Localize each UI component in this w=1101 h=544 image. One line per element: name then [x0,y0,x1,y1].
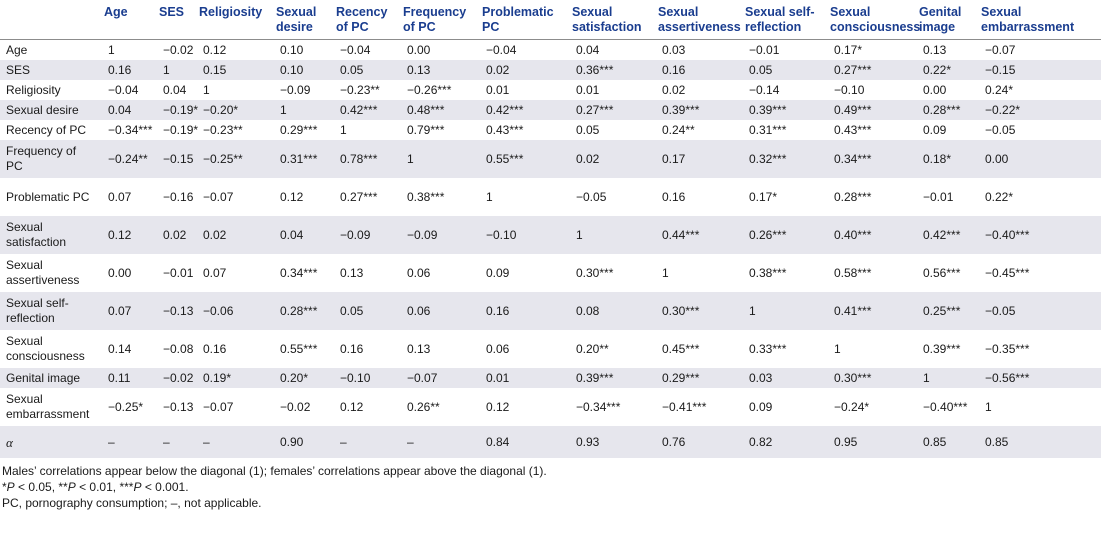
row-label: Sexual consciousness [6,334,85,363]
table-cell: – [332,426,399,458]
table-cell: 0.22* [915,60,977,80]
table-cell: 0.12 [280,189,304,204]
table-cell: 0.85 [977,426,1101,458]
table-cell: −0.06 [195,292,272,330]
table-cell: 0.12 [203,42,227,57]
table-cell: 0.09 [749,399,773,414]
table-cell: 0.42*** [915,216,977,254]
table-cell: 1 [108,42,115,57]
table-cell: 0.32*** [741,140,826,178]
column-header: Religiosity [195,0,272,40]
table-cell: 0.03 [662,42,686,57]
table-cell: 0.00 [108,265,132,280]
table-cell: 0.17* [834,42,863,57]
table-cell: −0.07 [203,189,234,204]
table-cell: −0.34*** [108,122,153,137]
table-cell: 0.20* [272,368,332,388]
table-cell: 0.31*** [749,122,787,137]
table-cell: 0.26** [407,399,440,414]
table-row [0,60,1101,80]
table-cell: 0.16 [478,292,568,330]
table-cell: 0.00 [977,140,1101,178]
table-cell: 0.16 [203,341,227,356]
table-cell: 0.18* [915,140,977,178]
table-cell: 0.27*** [568,100,654,120]
table-cell: 1 [985,399,992,414]
table-cell: 0.04 [163,82,187,97]
table-cell: 0.05 [741,60,826,80]
table-cell: 0.95 [826,426,915,458]
table-cell: 0.84 [478,426,568,458]
table-cell: 0.93 [568,426,654,458]
table-cell: −0.35*** [985,341,1030,356]
table-cell: −0.02 [280,399,311,414]
table-cell: 0.13 [340,265,364,280]
table-cell: 1 [662,265,669,280]
table-cell: −0.26*** [407,82,452,97]
table-cell: 0.58*** [834,265,872,280]
table-cell: 1 [399,140,478,178]
table-cell: 0.27*** [826,60,915,80]
footnote-diagonal: Males’ correlations appear below the diagonal (1); females’ correlations appear above the diagonal (1). [2,464,547,478]
table-cell: −0.22* [977,100,1101,120]
table-cell: 0.28*** [272,292,332,330]
table-cell: 0.38*** [407,189,445,204]
table-body [0,40,1101,459]
table-row [0,292,1101,330]
table-cell: 0.45*** [662,341,700,356]
table-cell: 0.41*** [826,292,915,330]
table-cell: 0.13 [923,42,947,57]
table-cell: 0.34*** [826,140,915,178]
column-header: Sexual assertiveness [654,0,741,40]
table-cell: −0.01 [163,265,194,280]
table-cell: −0.08 [163,341,194,356]
row-label: Age [6,42,28,57]
table-cell: −0.07 [203,399,234,414]
table-cell: −0.15 [977,60,1101,80]
table-cell: 1 [741,292,826,330]
table-cell: −0.10 [478,216,568,254]
table-cell: 0.04 [576,42,600,57]
table-row [0,388,1101,426]
table-cell: −0.14 [749,82,780,97]
table-cell: 0.25*** [915,292,977,330]
table-cell: −0.05 [977,292,1101,330]
table-cell: 0.16 [662,189,686,204]
table-cell: −0.05 [576,189,607,204]
table-cell: −0.09 [332,216,399,254]
table-cell: 1 [486,189,493,204]
row-label: Genital image [0,368,100,388]
table-cell: 0.16 [654,60,741,80]
column-header: Sexual desire [272,0,332,40]
table-cell: −0.02 [163,42,194,57]
table-footnotes [0,463,1101,511]
table-cell: 0.48*** [399,100,478,120]
table-cell: −0.10 [834,82,865,97]
column-header: Problematic PC [478,0,568,40]
table-cell: 0.42*** [478,100,568,120]
table-cell: 0.15 [195,60,272,80]
table-cell: −0.16 [163,189,194,204]
table-cell: 0.28*** [834,189,872,204]
table-cell: −0.25* [108,399,144,414]
table-cell: 0.13 [399,60,478,80]
column-header: Age [100,0,155,40]
table-cell: 0.03 [741,368,826,388]
column-header: Recency of PC [332,0,399,40]
table-cell: 0.56*** [923,265,961,280]
alpha-row [0,426,1101,458]
footnote-significance: *P < 0.05, **P < 0.01, ***P < 0.001. [2,480,189,494]
table-cell: 0.20** [576,341,609,356]
table-cell: −0.15 [155,140,195,178]
column-header: SES [155,0,195,40]
table-cell: 0.22* [985,189,1014,204]
table-cell: 0.30*** [576,265,614,280]
table-cell: 0.09 [486,265,510,280]
table-cell: −0.13 [155,292,195,330]
table-cell: 1 [834,341,841,356]
row-label: Frequency of PC [0,140,100,178]
table-cell: 0.05 [332,292,399,330]
table-cell: 0.78*** [332,140,399,178]
table-cell: 0.39*** [741,100,826,120]
column-header: Sexual embarrassment [977,0,1101,40]
table-cell: 0.10 [272,60,332,80]
table-cell: 0.82 [741,426,826,458]
table-cell: −0.25** [195,140,272,178]
table-cell: 0.06 [399,292,478,330]
table-cell: – [399,426,478,458]
table-cell: 0.02 [155,216,195,254]
table-cell: −0.04 [108,82,139,97]
table-cell: −0.23** [203,122,243,137]
column-header: Genital image [915,0,977,40]
table-cell: 0.36*** [568,60,654,80]
table-cell: 0.05 [576,122,600,137]
table-cell: −0.07 [399,368,478,388]
table-cell: 0.39*** [568,368,654,388]
table-cell: 0.02 [195,216,272,254]
table-cell: 0.17* [749,189,778,204]
table-cell: 0.01 [486,82,510,97]
table-cell: 0.43*** [834,122,872,137]
table-cell: 0.30*** [654,292,741,330]
table-cell: 0.00 [407,42,431,57]
table-cell: 1 [915,368,977,388]
table-cell: 0.79*** [407,122,445,137]
table-cell: −0.24* [834,399,870,414]
row-label: Problematic PC [6,189,90,204]
table-cell: 0.12 [340,399,364,414]
table-cell: 0.24** [662,122,695,137]
table-cell: 0.85 [915,426,977,458]
table-cell: 0.04 [100,100,155,120]
column-header: Frequency of PC [399,0,478,40]
table-cell: 0.09 [923,122,947,137]
row-label: Sexual satisfaction [0,216,100,254]
table-cell: −0.13 [163,399,194,414]
table-cell: −0.09 [280,82,311,97]
table-cell: 0.39*** [654,100,741,120]
table-cell: 1 [340,122,347,137]
table-cell: 0.42*** [332,100,399,120]
table-cell: −0.41*** [662,399,707,414]
table-cell: 0.06 [486,341,510,356]
table-cell: 0.24* [985,82,1014,97]
table-cell: 0.07 [100,292,155,330]
table-cell: −0.20* [195,100,272,120]
table-cell: −0.24** [100,140,155,178]
table-cell: 0.43*** [486,122,524,137]
table-cell: 0.17 [654,140,741,178]
table-cell: 0.10 [280,42,304,57]
table-cell: −0.01 [923,189,954,204]
table-cell: −0.01 [749,42,780,57]
table-cell: 0.28*** [915,100,977,120]
table-cell: 0.00 [923,82,947,97]
row-label: α [0,426,100,458]
table-cell: 0.16 [340,341,364,356]
table-cell: −0.10 [332,368,399,388]
table-cell: 1 [568,216,654,254]
row-label: SES [0,60,100,80]
table-cell: – [155,426,195,458]
table-cell: – [100,426,155,458]
row-label: Sexual embarrassment [6,392,90,421]
table-cell: 0.40*** [826,216,915,254]
table-cell: 0.39*** [923,341,961,356]
table-cell: 0.02 [478,60,568,80]
table-cell: −0.40*** [977,216,1101,254]
table-row [0,368,1101,388]
table-cell: 0.19* [195,368,272,388]
table-cell: 0.29*** [280,122,318,137]
table-cell: 0.90 [272,426,332,458]
table-cell: 0.02 [568,140,654,178]
table-cell: 1 [155,60,195,80]
table-cell: 0.12 [100,216,155,254]
row-label: Sexual desire [0,100,100,120]
table-cell: 0.06 [407,265,431,280]
table-cell: −0.02 [155,368,195,388]
table-cell: 0.11 [100,368,155,388]
footnote-abbreviations: PC, pornography consumption; –, not applicable. [2,496,262,510]
table-cell: 0.07 [203,265,227,280]
table-row [0,120,1101,140]
table-cell: −0.07 [985,42,1016,57]
table-cell: 0.14 [108,341,132,356]
table-cell: 0.08 [568,292,654,330]
table-cell: 0.01 [478,368,568,388]
column-header: Sexual satisfaction [568,0,654,40]
row-label: Recency of PC [6,122,87,137]
column-header: Sexual self-reflection [741,0,826,40]
table-cell: −0.09 [399,216,478,254]
table-cell: 0.13 [407,341,431,356]
table-cell: 0.07 [108,189,132,204]
table-cell: 0.04 [272,216,332,254]
table-cell: −0.34*** [576,399,621,414]
table-cell: 0.01 [576,82,600,97]
table-cell: 0.76 [654,426,741,458]
table-cell: 0.27*** [340,189,378,204]
table-cell: −0.40*** [923,399,968,414]
table-cell: 0.55*** [478,140,568,178]
table-cell: 1 [272,100,332,120]
table-cell: – [195,426,272,458]
column-header: Sexual consciousness [826,0,915,40]
table-row [0,254,1101,292]
table-cell: 1 [203,82,210,97]
table-cell: 0.30*** [826,368,915,388]
table-cell: 0.16 [100,60,155,80]
table-cell: 0.33*** [749,341,787,356]
table-row [0,216,1101,254]
table-row [0,80,1101,100]
table-cell: −0.04 [340,42,371,57]
header-corner [0,0,100,40]
table-cell: −0.05 [985,122,1016,137]
table-cell: 0.38*** [749,265,787,280]
table-row [0,330,1101,368]
table-cell: −0.19* [163,122,199,137]
table-cell: 0.29*** [654,368,741,388]
table-cell: 0.49*** [826,100,915,120]
table-cell: −0.04 [486,42,517,57]
table-cell: 0.02 [662,82,686,97]
table-row [0,140,1101,178]
table-row [0,100,1101,120]
row-label: Sexual assertiveness [6,258,80,287]
table-cell: 0.05 [332,60,399,80]
table-cell: −0.19* [155,100,195,120]
table-cell: 0.55*** [280,341,318,356]
row-label: Sexual self-reflection [0,292,100,330]
table-cell: −0.56*** [977,368,1101,388]
table-cell: −0.45*** [985,265,1030,280]
table-row [0,178,1101,216]
table-row [0,40,1101,61]
table-cell: 0.26*** [741,216,826,254]
row-label: Religiosity [6,82,61,97]
table-cell: −0.23** [340,82,380,97]
table-cell: 0.44*** [654,216,741,254]
header-row [0,0,1101,40]
table-cell: 0.34*** [280,265,318,280]
table-cell: 0.31*** [272,140,332,178]
table-cell: 0.12 [486,399,510,414]
